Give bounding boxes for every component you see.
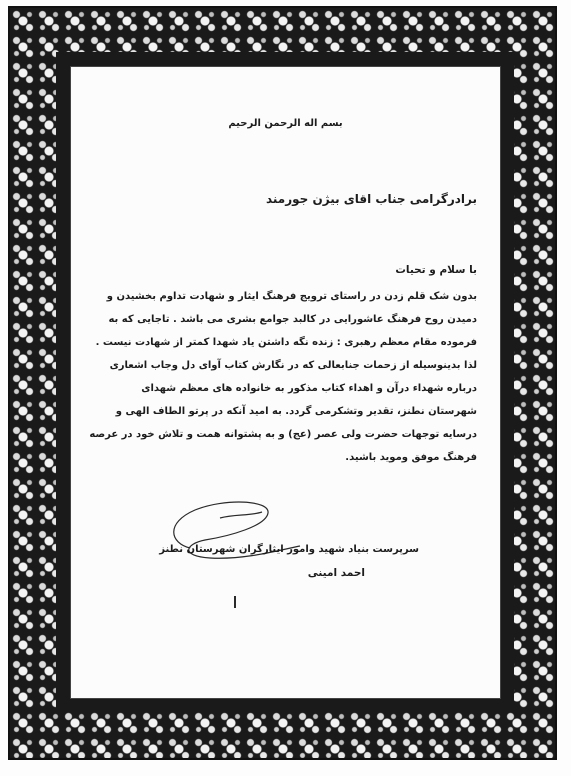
greeting-line: با سلام و تحیات	[395, 264, 477, 276]
signature-title: سرپرست بنیاد شهید وامور ایثارگران شهرستان نطنز	[159, 544, 419, 555]
body-line: درسایه توجهات حضرت ولی عصر (عج) و به پشتوانه همت و تلاش خود در عرصه	[89, 429, 477, 440]
body-line: درباره شهداء درآن و اهداء کتاب مذکور به خانواده های معظم شهدای	[141, 383, 477, 394]
body-line: فرهنگ موفق وموید باشید.	[345, 452, 477, 463]
body-line: دمیدن روح فرهنگ عاشورایی در کالبد جوامع بشری می باشد . تاجایی که به	[108, 314, 477, 325]
bismillah-heading: بسم اله الرحمن الرحیم	[228, 118, 343, 129]
handwritten-signature	[150, 488, 310, 578]
body-line: فرموده مقام معظم رهبری : زنده نگه داشتن یاد شهدا کمتر از شهادت نیست .	[95, 337, 477, 348]
signature-stroke	[234, 596, 242, 608]
body-line: لذا بدینوسیله از زحمات جنابعالی که در نگارش کتاب آوای دل وجاب اشعاری	[109, 360, 477, 371]
body-line: بدون شک قلم زدن در راستای ترویج فرهنگ ایثار و شهادت تداوم بخشیدن و	[106, 291, 477, 302]
body-line: شهرستان نطنز، تقدیر وتشکرمی گردد. به امید آنکه در پرتو الطاف الهی و	[115, 406, 477, 417]
signatory-name: احمد امینی	[307, 567, 365, 579]
addressee-line: برادرگرامی جناب اقای بیژن جورمند	[265, 192, 477, 206]
